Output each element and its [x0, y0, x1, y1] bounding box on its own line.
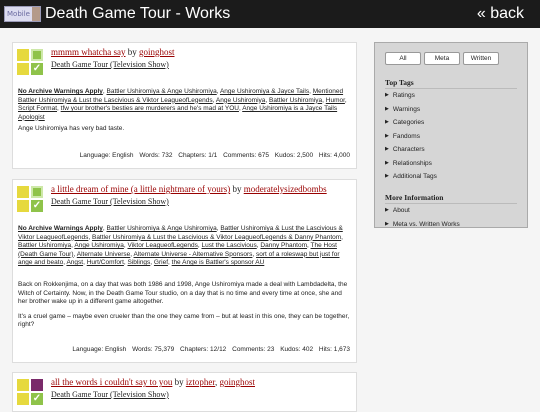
sidebar: [374, 42, 528, 228]
tag-character[interactable]: Battler Ushiromiya: [18, 242, 72, 249]
logo-text: Mobile: [7, 10, 30, 18]
stat-language: Language: English: [72, 346, 127, 353]
rating-icon: [17, 49, 29, 61]
filter-meta-button[interactable]: Meta: [424, 52, 460, 65]
more-info-heading: More Information: [385, 193, 444, 202]
site-logo[interactable]: [4, 6, 41, 22]
sidebar-item-warnings[interactable]: ▶ Warnings: [385, 103, 517, 117]
filter-written-button[interactable]: Written: [463, 52, 499, 65]
tag-relationship[interactable]: Mentioned Battler Ushiromiya & Lust the Lascivious & Viktor LeagueofLegends: [18, 88, 344, 104]
more-info-list: [385, 203, 517, 231]
work-item: [12, 372, 357, 412]
warning-icon: [31, 49, 43, 61]
tag-list: No Archive Warnings Apply, Battler Ushiromiya & Ange Ushiromiya, Ange Ushiromiya & Jayce Tails, Mentioned Battler Ushiromiya & Lust the Lascivious & Viktor LeagueofLegends, Ange Ushiromiya, Battler Ushiromiya, Humor, Script Format, tfw your brother's besties are murderers and he's mad at YOU, Ange Ushiromiya is a Jayce Tails Apologist: [18, 88, 347, 121]
stat-kudos: Kudos: 402: [280, 346, 314, 353]
tag-freeform[interactable]: Script Format: [18, 105, 58, 112]
sidebar-item-about[interactable]: ▶ About: [385, 204, 517, 218]
stat-language: Language: English: [79, 152, 134, 159]
fandom-link[interactable]: Death Game Tour (Television Show): [51, 60, 169, 69]
summary-paragraph: It's a cruel game – maybe even crueler than the one they came from – but at least in this one, they can be together, right?: [18, 312, 350, 328]
work-stats: [72, 345, 350, 354]
rating-icon: [17, 379, 29, 391]
work-heading: [51, 47, 350, 58]
tag-relationship[interactable]: Battler Ushiromiya & Lust the Lascivious & Viktor LeagueofLegends & Danny Phantom: [91, 233, 342, 241]
tag-freeform[interactable]: Grief: [153, 259, 169, 266]
tag-character[interactable]: The Host (Death Game Tour): [18, 242, 337, 258]
filter-all-button[interactable]: All: [385, 52, 421, 65]
tag-character[interactable]: Viktor LeagueofLegends: [127, 242, 198, 249]
sidebar-item-relationships[interactable]: ▶ Relationships: [385, 157, 517, 171]
author-link[interactable]: goinghost: [138, 47, 175, 57]
author-link[interactable]: goinghost: [219, 377, 256, 387]
stat-comments: Comments: 675: [223, 152, 269, 159]
stat-chapters: Chapters: 12/12: [180, 346, 227, 353]
tag-freeform[interactable]: sort of a roleswap but just for ange and beato: [18, 250, 340, 266]
sidebar-item-meta-vs-written[interactable]: ▶ Meta vs. Written Works: [385, 218, 517, 232]
complete-check-icon: ✓: [32, 63, 42, 74]
work-heading: [51, 184, 350, 195]
tag-character[interactable]: Ange Ushiromiya: [215, 96, 266, 104]
work-title-link[interactable]: a little dream of mine (a little nightmare of yours): [51, 184, 231, 194]
work-summary: [18, 125, 351, 140]
stat-chapters: Chapters: 1/1: [178, 152, 218, 159]
complete-check-icon: ✓: [32, 393, 42, 404]
author-link[interactable]: moderatelysizedbombs: [243, 184, 327, 194]
category-icon: [17, 63, 29, 75]
top-tags-list: [385, 88, 517, 184]
warning-icon: [31, 186, 43, 198]
tag-freeform[interactable]: tfw your brother's besties are murderers and he's mad at YOU: [60, 105, 239, 112]
tag-list: No Archive Warnings Apply, Battler Ushiromiya & Ange Ushiromiya, Battler Ushiromiya & Lust the Lascivious & Viktor LeagueofLegends, Battler Ushiromiya & Lust the Lascivious & Viktor LeagueofLegends & Danny Phantom, Battler Ushiromiya, Ange Ushiromiya, Viktor LeagueofLegends, Lust the Lascivious, Danny Phantom, The Host (Death Game Tour), Alternate Universe, Alternate Universe - Alternative Sponsors, sort of a roleswap but just for ange and beato, Angst, Hurt/Comfort, Siblings, Grief, the Ange is Battler's sponsor AU: [18, 225, 343, 266]
tag-warning[interactable]: No Archive Warnings Apply: [18, 88, 103, 95]
stat-hits: Hits: 1,673: [318, 346, 350, 353]
by-text: by: [127, 47, 137, 57]
tag-relationship[interactable]: Ange Ushiromiya & Jayce Tails: [219, 88, 310, 95]
tag-relationship[interactable]: Battler Ushiromiya & Ange Ushiromiya: [106, 88, 217, 95]
sidebar-item-categories[interactable]: ▶ Categories: [385, 116, 517, 130]
tag-freeform[interactable]: Ange Ushiromiya is a Jayce Tails Apologist: [18, 105, 338, 121]
tag-warning[interactable]: No Archive Warnings Apply: [18, 225, 103, 232]
work-title-link[interactable]: mmmm whatcha say: [51, 47, 126, 57]
sidebar-item-fandoms[interactable]: ▶ Fandoms: [385, 130, 517, 144]
tag-relationship[interactable]: Battler Ushiromiya & Ange Ushiromiya: [106, 225, 217, 232]
stat-kudos: Kudos: 2,500: [274, 152, 314, 159]
work-stats: [80, 151, 350, 160]
tag-character[interactable]: Battler Ushiromiya: [269, 96, 323, 104]
back-link[interactable]: « back: [476, 5, 524, 22]
stat-words: Words: 75,379: [132, 346, 175, 353]
tag-character[interactable]: Ange Ushiromiya: [74, 242, 124, 249]
work-title-link[interactable]: all the words i couldn't say to you: [51, 377, 173, 387]
summary-paragraph: Ange Ushiromiya has very bad taste.: [18, 125, 125, 132]
page-title: Death Game Tour - Works: [45, 5, 231, 22]
warning-icon: [31, 379, 43, 391]
author-link[interactable]: iztopher: [185, 377, 215, 387]
category-icon: [17, 393, 29, 405]
tag-freeform[interactable]: Hurt/Comfort: [86, 259, 124, 266]
logo-avatar-icon: [32, 7, 41, 21]
required-tags-icon: [17, 379, 43, 405]
stat-words: Words: 732: [139, 152, 173, 159]
sidebar-item-additional-tags[interactable]: ▶ Additional Tags: [385, 170, 517, 184]
sidebar-item-ratings[interactable]: ▶ Ratings: [385, 89, 517, 103]
stat-hits: Hits: 4,000: [318, 152, 350, 159]
work-summary: [18, 281, 351, 336]
rating-icon: [17, 186, 29, 198]
work-item: [12, 179, 357, 363]
fandom-link[interactable]: Death Game Tour (Television Show): [51, 390, 169, 399]
by-text: by: [174, 377, 184, 387]
tag-relationship[interactable]: Battler Ushiromiya & Lust the Lascivious & Viktor LeagueofLegends: [18, 225, 343, 241]
complete-check-icon: ✓: [32, 200, 42, 211]
top-tags-heading: Top Tags: [385, 78, 414, 87]
tag-character[interactable]: Danny Phantom: [260, 242, 308, 249]
tag-freeform[interactable]: the Ange is Battler's sponsor AU: [171, 259, 265, 266]
required-tags-icon: [17, 186, 43, 212]
tag-character[interactable]: Lust the Lascivious: [201, 242, 257, 249]
work-item: [12, 42, 357, 169]
category-icon: [17, 200, 29, 212]
tag-freeform[interactable]: Alternate Universe: [76, 250, 131, 258]
work-heading: all the words i couldn't say to you by iztopher, goinghost: [51, 377, 256, 387]
tag-freeform[interactable]: Angst: [66, 259, 84, 266]
tag-freeform[interactable]: Humor: [325, 96, 345, 104]
sidebar-item-characters[interactable]: ▶ Characters: [385, 143, 517, 157]
tag-freeform[interactable]: Siblings: [127, 259, 151, 266]
top-bar: [0, 0, 540, 28]
stat-comments: Comments: 23: [232, 346, 275, 353]
fandom-link[interactable]: Death Game Tour (Television Show): [51, 197, 169, 206]
by-text: by: [232, 184, 242, 194]
tag-freeform[interactable]: Alternate Universe - Alternative Sponsors: [133, 250, 253, 258]
summary-paragraph: Back on Rokkenjima, on a day that was both 1986 and 1998, Ange Ushiromiya made a deal with Lambdadelta, the Witch of Certainty. Now, in the Death Game Tour studio, on a day that is no time and every time at once, she and her brother wake up in a different game altogether.: [18, 281, 348, 305]
required-tags-icon: [17, 49, 43, 75]
